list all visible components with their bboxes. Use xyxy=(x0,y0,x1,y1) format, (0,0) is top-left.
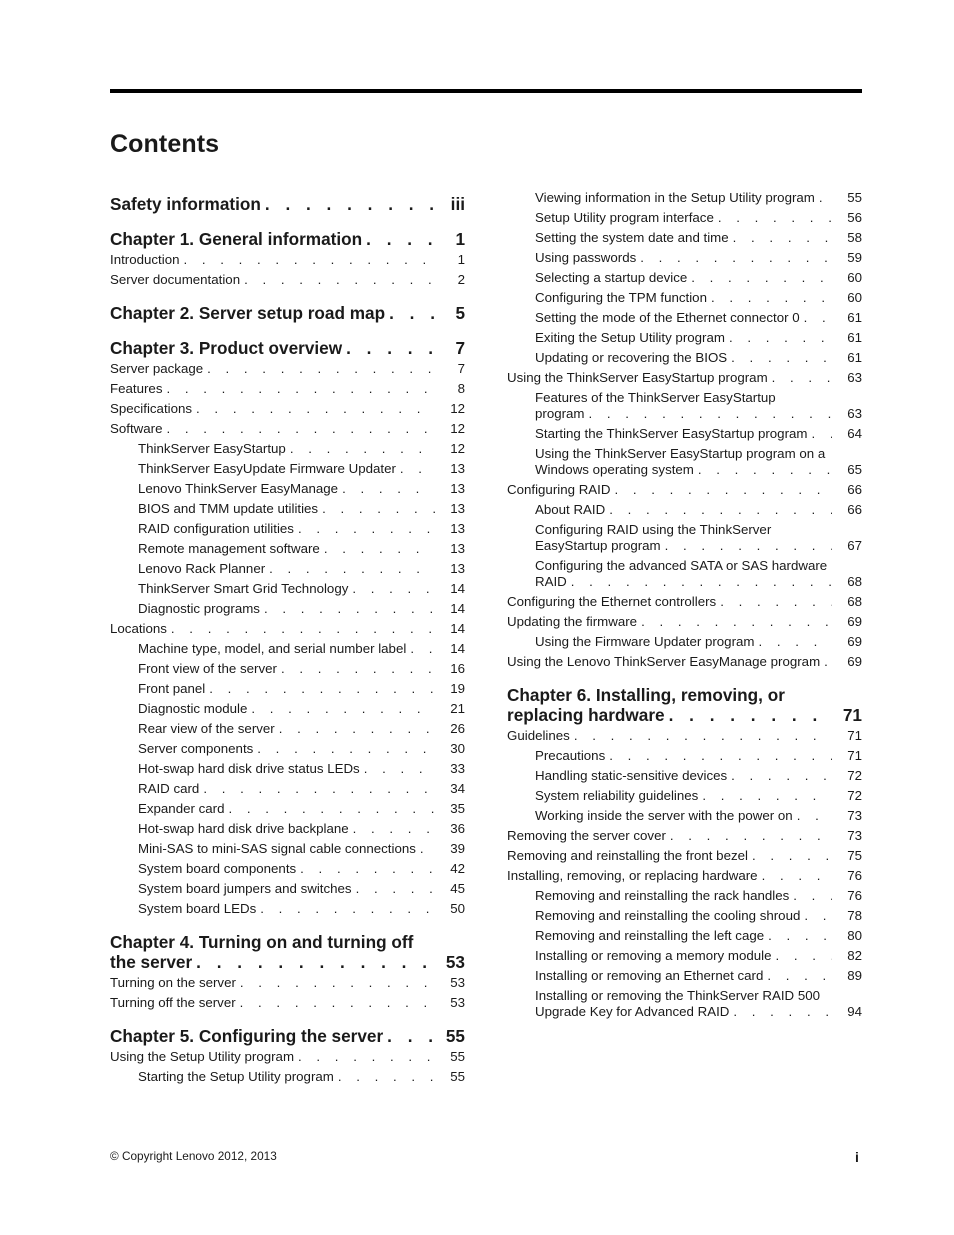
toc-entry-title: Front panel . . . xyxy=(138,681,435,697)
toc-entry-title: Starting the Setup Utility program . . . xyxy=(138,1069,435,1085)
toc-entry-page: 78 xyxy=(832,908,862,924)
toc-entry-page: 50 xyxy=(435,901,465,917)
toc-entry[interactable] xyxy=(507,654,862,670)
toc-entry[interactable] xyxy=(507,888,862,904)
toc-entry-page: 13 xyxy=(435,481,465,497)
toc-entry-title: Chapter 2. Server setup road map . . . xyxy=(110,303,435,323)
toc-entry-page: 59 xyxy=(832,250,862,266)
toc-entry[interactable] xyxy=(507,988,862,1020)
toc-entry-title: Specifications . . . xyxy=(110,401,435,417)
toc-entry-page: 14 xyxy=(435,581,465,597)
toc-entry-page: 13 xyxy=(435,561,465,577)
toc-entry-title: Removing and reinstalling the left cage . . . xyxy=(535,928,832,944)
toc-entry-page: 76 xyxy=(832,868,862,884)
toc-entry-page: 33 xyxy=(435,761,465,777)
toc-entry-title: Lenovo Rack Planner . . . xyxy=(138,561,435,577)
toc-entry-title: Precautions . . . xyxy=(535,748,832,764)
toc-entry[interactable] xyxy=(507,788,862,804)
toc-entry[interactable] xyxy=(110,881,465,897)
toc-entry-page: 80 xyxy=(832,928,862,944)
toc-entry-page: 56 xyxy=(832,210,862,226)
toc-entry[interactable] xyxy=(507,502,862,518)
toc-entry-page: 14 xyxy=(435,601,465,617)
toc-entry-title: Working inside the server with the power on . . . xyxy=(535,808,832,824)
toc-entry[interactable] xyxy=(507,350,862,366)
toc-entry-title: System board LEDs . . . xyxy=(138,901,435,917)
toc-entry-title: Chapter 6. Installing, removing, or replacing hardware . . . xyxy=(507,685,832,725)
toc-entry-page: 61 xyxy=(832,350,862,366)
toc-entry-page: 94 xyxy=(832,1004,862,1020)
toc-entry-page: 68 xyxy=(832,574,862,590)
toc-entry-title: Viewing information in the Setup Utility program . . . xyxy=(535,190,832,206)
toc-entry[interactable] xyxy=(507,210,862,226)
toc-entry-page: 75 xyxy=(832,848,862,864)
toc-entry-page: 12 xyxy=(435,441,465,457)
toc-entry-page: 60 xyxy=(832,290,862,306)
toc-entry-page: 19 xyxy=(435,681,465,697)
toc-entry-title: Chapter 4. Turning on and turning off the server . . . xyxy=(110,932,435,972)
toc-entry-page: 5 xyxy=(435,303,465,323)
toc-entry[interactable] xyxy=(110,841,465,857)
toc-entry-page: 7 xyxy=(435,338,465,358)
toc-entry-title: About RAID . . . xyxy=(535,502,832,518)
toc-entry[interactable] xyxy=(110,701,465,717)
toc-entry-title: Installing, removing, or replacing hardware . . . xyxy=(507,868,832,884)
toc-entry-title: ThinkServer EasyStartup . . . xyxy=(138,441,435,457)
toc-entry-title: Using the Firmware Updater program . . . xyxy=(535,634,832,650)
toc-entry[interactable] xyxy=(110,401,465,417)
toc-entry[interactable] xyxy=(110,741,465,757)
toc-entry-page: 65 xyxy=(832,462,862,478)
toc-entry-page: 13 xyxy=(435,541,465,557)
toc-entry-title: Using the Lenovo ThinkServer EasyManage program . . . xyxy=(507,654,832,670)
toc-entry-page: 68 xyxy=(832,594,862,610)
toc-entry-page: 13 xyxy=(435,501,465,517)
toc-entry[interactable] xyxy=(507,230,862,246)
page-number: i xyxy=(855,1149,859,1165)
toc-entry-title: Introduction . . . xyxy=(110,252,435,268)
toc-entry-page: 69 xyxy=(832,614,862,630)
toc-entry-title: Using the ThinkServer EasyStartup program on a Windows operating system . . . xyxy=(535,446,832,478)
toc-entry-title: Rear view of the server . . . xyxy=(138,721,435,737)
toc-entry-title: Removing and reinstalling the rack handles . . . xyxy=(535,888,832,904)
toc-entry[interactable] xyxy=(110,421,465,437)
toc-entry[interactable] xyxy=(110,381,465,397)
toc-entry-page: 14 xyxy=(435,621,465,637)
toc-entry-page: 53 xyxy=(435,952,465,972)
toc-entry-title: Remote management software . . . xyxy=(138,541,435,557)
toc-entry-title: Removing and reinstalling the front bezel . . . xyxy=(507,848,832,864)
toc-entry-title: Configuring the Ethernet controllers . . . xyxy=(507,594,832,610)
toc-entry-title: RAID configuration utilities . . . xyxy=(138,521,435,537)
toc-entry-page: 55 xyxy=(435,1049,465,1065)
toc-entry-title: Features . . . xyxy=(110,381,435,397)
toc-entry[interactable] xyxy=(110,481,465,497)
toc-entry-page: 34 xyxy=(435,781,465,797)
toc-entry-title: Machine type, model, and serial number label . . . xyxy=(138,641,435,657)
toc-entry-page: 71 xyxy=(832,748,862,764)
toc-entry-title: Server components . . . xyxy=(138,741,435,757)
toc-entry-page: 66 xyxy=(832,502,862,518)
page-title: Contents xyxy=(110,130,220,158)
toc-entry-title: Exiting the Setup Utility program . . . xyxy=(535,330,832,346)
toc-entry[interactable] xyxy=(507,768,862,784)
toc-entry-page: 89 xyxy=(832,968,862,984)
toc-entry-page: 26 xyxy=(435,721,465,737)
toc-entry-title: Chapter 1. General information . . . xyxy=(110,229,435,249)
toc-entry[interactable] xyxy=(110,621,465,637)
toc-entry-page: 53 xyxy=(435,975,465,991)
toc-entry-title: Installing or removing a memory module . . . xyxy=(535,948,832,964)
toc-entry-title: Chapter 3. Product overview . . . xyxy=(110,338,435,358)
toc-entry-title: Server documentation . . . xyxy=(110,272,435,288)
toc-entry[interactable] xyxy=(110,801,465,817)
toc-entry[interactable] xyxy=(507,370,862,386)
toc-entry[interactable] xyxy=(507,848,862,864)
toc-entry-title: Server package . . . xyxy=(110,361,435,377)
toc-entry[interactable] xyxy=(507,426,862,442)
toc-entry-page: 61 xyxy=(832,310,862,326)
toc-column-left xyxy=(110,190,465,1089)
toc-entry[interactable] xyxy=(507,614,862,630)
toc-entry[interactable] xyxy=(110,861,465,877)
toc-entry-page: 12 xyxy=(435,421,465,437)
toc-entry-title: Turning on the server . . . xyxy=(110,975,435,991)
toc-entry-title: System board components . . . xyxy=(138,861,435,877)
toc-entry[interactable] xyxy=(110,601,465,617)
toc-entry-title: Chapter 5. Configuring the server . . . xyxy=(110,1026,435,1046)
toc-entry-title: Configuring the TPM function . . . xyxy=(535,290,832,306)
toc-entry[interactable] xyxy=(110,781,465,797)
toc-entry-page: 8 xyxy=(435,381,465,397)
toc-entry-title: Updating or recovering the BIOS . . . xyxy=(535,350,832,366)
toc-entry-title: ThinkServer Smart Grid Technology . . . xyxy=(138,581,435,597)
toc-entry-title: Hot-swap hard disk drive backplane . . . xyxy=(138,821,435,837)
toc-entry-title: Installing or removing an Ethernet card . . . xyxy=(535,968,832,984)
toc-entry[interactable] xyxy=(110,995,465,1011)
toc-entry-title: Removing and reinstalling the cooling shroud . . . xyxy=(535,908,832,924)
toc-entry-title: RAID card . . . xyxy=(138,781,435,797)
toc-entry-page: 60 xyxy=(832,270,862,286)
toc-entry-page: 39 xyxy=(435,841,465,857)
toc-entry[interactable] xyxy=(507,634,862,650)
toc-entry-title: Hot-swap hard disk drive status LEDs . . . xyxy=(138,761,435,777)
toc-entry-page: 73 xyxy=(832,828,862,844)
toc-entry-title: Selecting a startup device . . . xyxy=(535,270,832,286)
toc-entry-page: 13 xyxy=(435,461,465,477)
toc-entry[interactable] xyxy=(507,728,862,744)
toc-entry-title: Diagnostic programs . . . xyxy=(138,601,435,617)
toc-chapter-entry[interactable] xyxy=(110,194,465,214)
toc-entry[interactable] xyxy=(507,928,862,944)
toc-entry-page: 72 xyxy=(832,788,862,804)
toc-entry[interactable] xyxy=(110,521,465,537)
toc-entry-title: BIOS and TMM update utilities . . . xyxy=(138,501,435,517)
toc-entry-title: Installing or removing the ThinkServer RAID 500 Upgrade Key for Advanced RAID . . . xyxy=(535,988,832,1020)
toc-entry[interactable] xyxy=(110,821,465,837)
toc-entry-title: Configuring RAID . . . xyxy=(507,482,832,498)
toc-entry[interactable] xyxy=(507,948,862,964)
toc-entry[interactable] xyxy=(110,581,465,597)
toc-entry[interactable] xyxy=(110,461,465,477)
toc-entry-title: System reliability guidelines . . . xyxy=(535,788,832,804)
toc-entry[interactable] xyxy=(507,390,862,422)
toc-entry-title: Diagnostic module . . . xyxy=(138,701,435,717)
toc-entry[interactable] xyxy=(110,361,465,377)
toc-entry[interactable] xyxy=(110,721,465,737)
toc-entry-page: 1 xyxy=(435,252,465,268)
toc-chapter-entry[interactable] xyxy=(110,1026,465,1046)
header-rule xyxy=(110,89,862,93)
toc-entry-page: 63 xyxy=(832,406,862,422)
toc-entry[interactable] xyxy=(507,558,862,590)
toc-entry-title: Turning off the server . . . xyxy=(110,995,435,1011)
toc-entry-title: ThinkServer EasyUpdate Firmware Updater . . . xyxy=(138,461,435,477)
toc-entry[interactable] xyxy=(507,446,862,478)
toc-entry-page: 42 xyxy=(435,861,465,877)
toc-entry[interactable] xyxy=(110,761,465,777)
toc-chapter-entry[interactable] xyxy=(110,303,465,323)
toc-entry-page: 55 xyxy=(435,1026,465,1046)
toc-entry[interactable] xyxy=(507,190,862,206)
toc-entry-title: Using the ThinkServer EasyStartup program . . . xyxy=(507,370,832,386)
toc-entry-title: Expander card . . . xyxy=(138,801,435,817)
toc-entry-title: Handling static-sensitive devices . . . xyxy=(535,768,832,784)
toc-entry[interactable] xyxy=(110,541,465,557)
toc-entry-page: 82 xyxy=(832,948,862,964)
toc-entry-page: 69 xyxy=(832,654,862,670)
toc-entry-title: Front view of the server . . . xyxy=(138,661,435,677)
toc-entry-page: 14 xyxy=(435,641,465,657)
toc-entry[interactable] xyxy=(110,1049,465,1065)
toc-entry-page: 63 xyxy=(832,370,862,386)
toc-entry-page: 55 xyxy=(832,190,862,206)
toc-entry-page: 61 xyxy=(832,330,862,346)
toc-entry-title: Starting the ThinkServer EasyStartup program . . . xyxy=(535,426,832,442)
toc-entry-page: 16 xyxy=(435,661,465,677)
toc-entry-page: 76 xyxy=(832,888,862,904)
toc-entry-page: 71 xyxy=(832,705,862,725)
toc-entry[interactable] xyxy=(507,828,862,844)
toc-entry[interactable] xyxy=(507,522,862,554)
toc-chapter-entry[interactable] xyxy=(110,338,465,358)
toc-entry-page: 2 xyxy=(435,272,465,288)
toc-entry-title: Software . . . xyxy=(110,421,435,437)
toc-entry-page: 72 xyxy=(832,768,862,784)
toc-entry-title: Using the Setup Utility program . . . xyxy=(110,1049,435,1065)
toc-entry-title: Lenovo ThinkServer EasyManage . . . xyxy=(138,481,435,497)
toc-entry-page: 30 xyxy=(435,741,465,757)
toc-entry[interactable] xyxy=(507,290,862,306)
toc-entry-title: Guidelines . . . xyxy=(507,728,832,744)
toc-entry[interactable] xyxy=(110,641,465,657)
toc-entry[interactable] xyxy=(507,310,862,326)
toc-entry[interactable] xyxy=(110,561,465,577)
toc-entry[interactable] xyxy=(110,901,465,917)
toc-entry-page: 71 xyxy=(832,728,862,744)
toc-entry-title: Safety information . . . xyxy=(110,194,435,214)
toc-entry[interactable] xyxy=(110,441,465,457)
toc-entry[interactable] xyxy=(507,250,862,266)
toc-entry-page: 12 xyxy=(435,401,465,417)
toc-entry-page: 35 xyxy=(435,801,465,817)
toc-entry-page: iii xyxy=(435,194,465,214)
toc-entry-page: 21 xyxy=(435,701,465,717)
toc-entry-title: Updating the firmware . . . xyxy=(507,614,832,630)
toc-entry-page: 36 xyxy=(435,821,465,837)
toc-entry-page: 53 xyxy=(435,995,465,1011)
toc-column-right xyxy=(507,190,862,1024)
toc-entry[interactable] xyxy=(507,968,862,984)
toc-entry-title: Removing the server cover . . . xyxy=(507,828,832,844)
toc-chapter-entry[interactable] xyxy=(507,685,862,725)
toc-entry-page: 7 xyxy=(435,361,465,377)
toc-entry-title: Locations . . . xyxy=(110,621,435,637)
toc-entry[interactable] xyxy=(110,975,465,991)
toc-entry[interactable] xyxy=(507,482,862,498)
toc-entry[interactable] xyxy=(110,252,465,268)
toc-entry[interactable] xyxy=(507,808,862,824)
toc-entry-page: 1 xyxy=(435,229,465,249)
toc-entry-title: Features of the ThinkServer EasyStartup program . . . xyxy=(535,390,832,422)
toc-entry[interactable] xyxy=(507,868,862,884)
toc-entry-page: 66 xyxy=(832,482,862,498)
toc-entry-title: Configuring the advanced SATA or SAS hardware RAID . . . xyxy=(535,558,832,590)
toc-entry[interactable] xyxy=(110,661,465,677)
toc-entry-title: Configuring RAID using the ThinkServer EasyStartup program . . . xyxy=(535,522,832,554)
toc-entry-title: Mini-SAS to mini-SAS signal cable connections . . . xyxy=(138,841,435,857)
toc-entry[interactable] xyxy=(507,594,862,610)
toc-chapter-entry[interactable] xyxy=(110,229,465,249)
copyright-notice: © Copyright Lenovo 2012, 2013 xyxy=(110,1149,277,1163)
toc-entry[interactable] xyxy=(507,330,862,346)
toc-entry-page: 64 xyxy=(832,426,862,442)
toc-entry-title: Setting the system date and time . . . xyxy=(535,230,832,246)
toc-entry-page: 55 xyxy=(435,1069,465,1085)
toc-entry[interactable] xyxy=(507,270,862,286)
toc-entry[interactable] xyxy=(507,908,862,924)
toc-entry-title: Setup Utility program interface . . . xyxy=(535,210,832,226)
toc-entry-page: 45 xyxy=(435,881,465,897)
toc-entry-title: System board jumpers and switches . . . xyxy=(138,881,435,897)
toc-entry[interactable] xyxy=(110,681,465,697)
toc-chapter-entry[interactable] xyxy=(110,932,465,972)
toc-entry-title: Setting the mode of the Ethernet connector 0 . . . xyxy=(535,310,832,326)
toc-entry-page: 73 xyxy=(832,808,862,824)
toc-entry-page: 58 xyxy=(832,230,862,246)
toc-entry-page: 69 xyxy=(832,634,862,650)
toc-entry[interactable] xyxy=(110,501,465,517)
toc-entry-title: Using passwords . . . xyxy=(535,250,832,266)
toc-entry[interactable] xyxy=(507,748,862,764)
toc-entry[interactable] xyxy=(110,1069,465,1085)
toc-entry-page: 67 xyxy=(832,538,862,554)
toc-entry-page: 13 xyxy=(435,521,465,537)
toc-entry[interactable] xyxy=(110,272,465,288)
